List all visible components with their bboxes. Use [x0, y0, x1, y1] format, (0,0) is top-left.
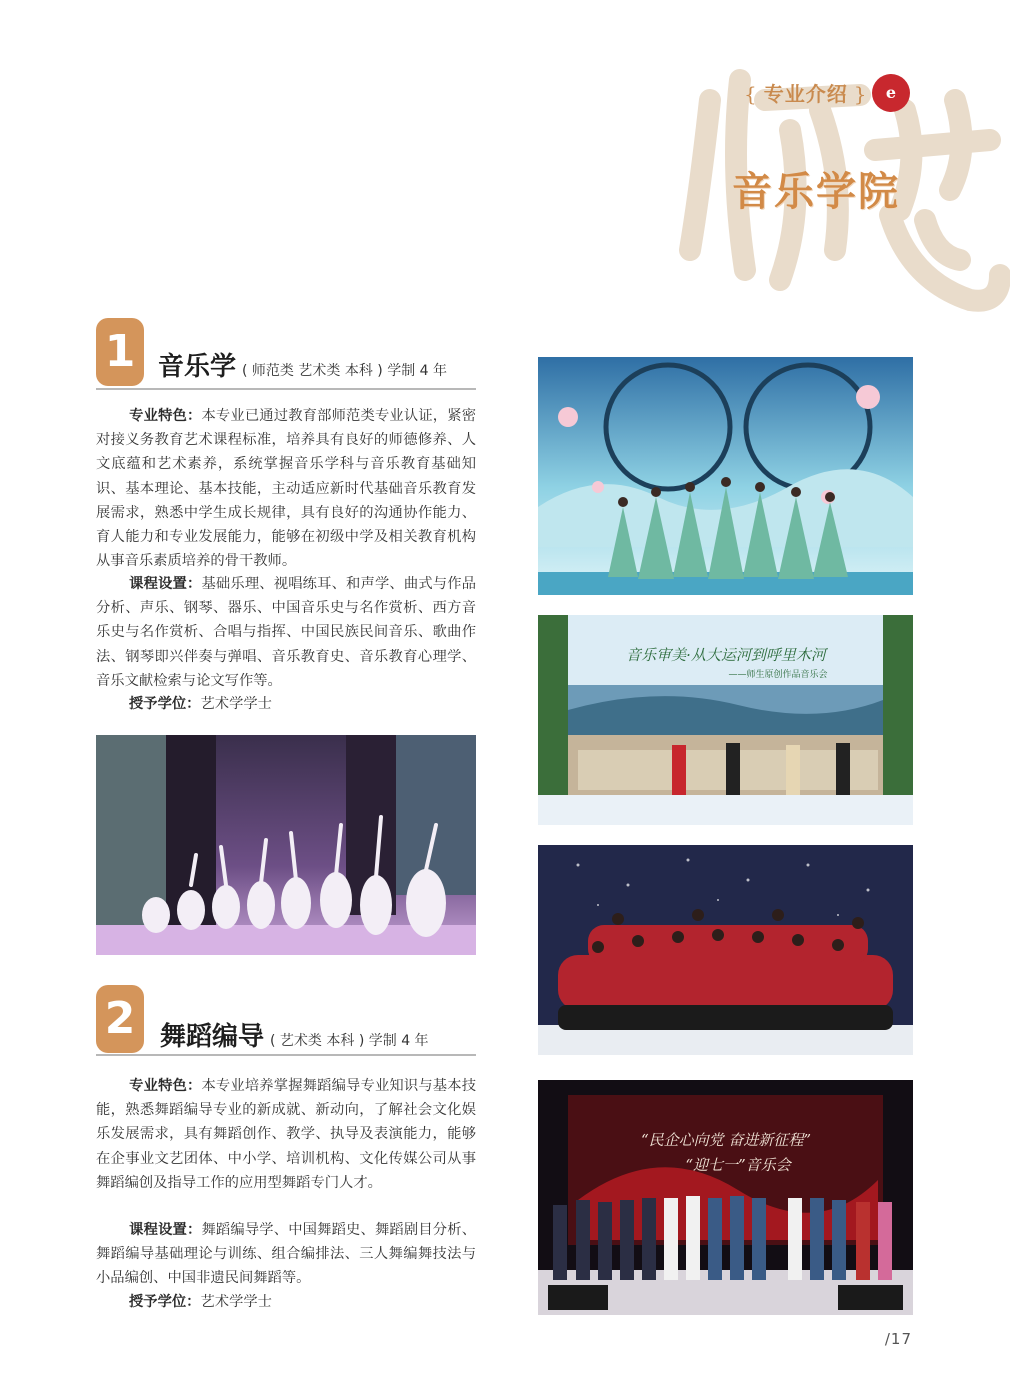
section-courses: [96, 1218, 476, 1291]
photo-concert-group: [538, 1080, 913, 1315]
photo-dance-performance: [96, 735, 476, 955]
section-degree: [96, 1290, 476, 1314]
photo-concert-stage: [538, 615, 913, 825]
section-divider: [96, 388, 476, 390]
photo-red-dance-group: [538, 845, 913, 1055]
section-heading: [158, 346, 447, 383]
section-meta: ( 师范类 艺术类 本科 ) 学制 4 年: [242, 363, 447, 379]
section-degree: [96, 692, 476, 716]
courses-text: 舞蹈编导学、中国舞蹈史、舞蹈剧目分析、舞蹈编导基础理论与训练、组合编排法、三人舞编舞技法与小品编创、中国非遗民间舞蹈等。: [96, 1222, 476, 1287]
section-meta: ( 艺术类 本科 ) 学制 4 年: [270, 1033, 429, 1049]
section-divider: [96, 1054, 476, 1056]
feature-label: 专业特色：: [129, 1078, 202, 1094]
photo-green-dance: [538, 357, 913, 595]
banner-line-2: “迎七一”音乐会: [685, 1156, 791, 1174]
tag-text: 专业介绍: [763, 82, 848, 106]
tag-bracket-right: }: [853, 82, 868, 106]
degree-text: 艺术学学士: [200, 696, 272, 712]
banner-line-2: ——师生原创作品音乐会: [728, 670, 828, 680]
section-heading: [160, 1016, 429, 1053]
feature-label: 专业特色：: [129, 408, 202, 424]
courses-label: 课程设置：: [129, 576, 202, 592]
page-title: 音乐学院: [732, 168, 900, 215]
banner-line-1: “民企心向党 奋进新征程”: [640, 1131, 812, 1149]
section-courses: [96, 572, 476, 693]
courses-label: 课程设置：: [129, 1222, 202, 1238]
degree-label: 授予学位：: [129, 1294, 201, 1310]
school-logo-icon: e: [872, 74, 910, 112]
courses-text: 基础乐理、视唱练耳、和声学、曲式与作品分析、声乐、钢琴、器乐、中国音乐史与名作赏析、西方音乐史与名作赏析、合唱与指挥、中国民族民间音乐、歌曲作法、钢琴即兴伴奏与弹唱、音乐教育史、音乐教育心理学、音乐文献检索与论文写作等。: [96, 576, 476, 689]
section-name: 舞蹈编导: [160, 1022, 265, 1052]
section-name: 音乐学: [158, 352, 237, 382]
header-tag: [738, 78, 873, 107]
degree-text: 艺术学学士: [200, 1294, 272, 1310]
section-feature: [96, 1074, 476, 1195]
page-number: /17: [884, 1330, 912, 1348]
section-feature: [96, 404, 476, 573]
section-number-badge: 2: [96, 985, 144, 1053]
degree-label: 授予学位：: [129, 696, 201, 712]
banner-line-1: 音乐审美·从大运河到呼里木河: [626, 646, 826, 664]
section-number-badge: 1: [96, 318, 144, 386]
feature-text: 本专业培养掌握舞蹈编导专业知识与基本技能，熟悉舞蹈编导专业的新成就、新动向，了解社会文化娱乐发展需求，具有舞蹈创作、教学、执导及表演能力，能够在企事业文艺团体、中小学、培训机构、文化传媒公司从事舞蹈编创及指导工作的应用型舞蹈专门人才。: [96, 1078, 476, 1191]
tag-bracket-left: {: [744, 82, 758, 106]
feature-text: 本专业已通过教育部师范类专业认证，紧密对接义务教育艺术课程标准，培养具有良好的师德修养、人文底蕴和艺术素养，系统掌握音乐学科与音乐教育基础知识、基本理论、基本技能，主动适应新时代基础音乐教育发展需求，熟悉中学生成长规律，具有良好的沟通协作能力、育人能力和专业发展能力，能够在初级中学及相关教育机构从事音乐素质培养的骨干教师。: [96, 408, 476, 570]
